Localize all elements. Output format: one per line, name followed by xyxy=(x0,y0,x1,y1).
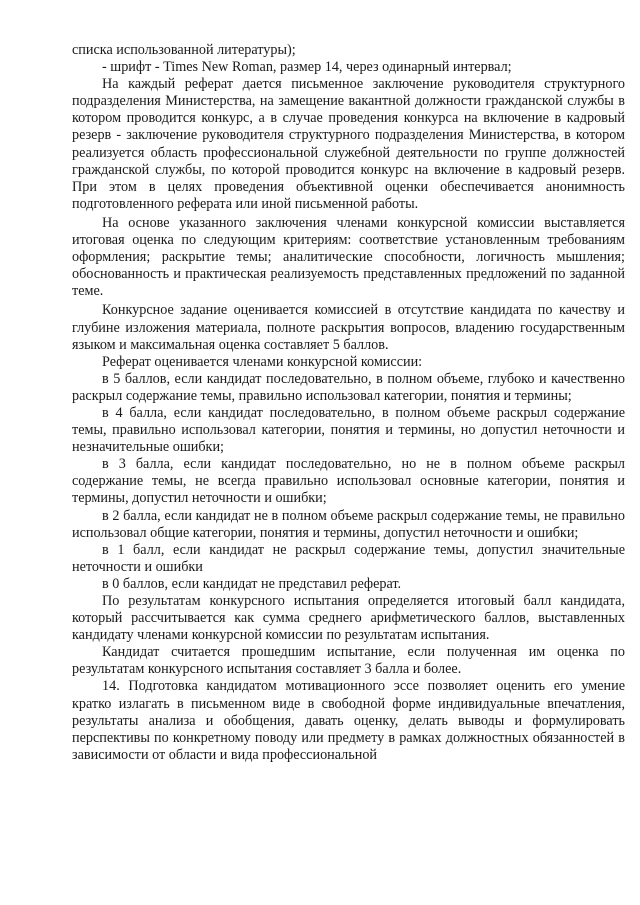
paragraph-written-conclusion: На каждый реферат дается письменное заключение руководителя структурного подразделения Министерства, на замещение вакантной должности гражданской службы в котором проводится конкурс, а в случае проведения конкурса на включение в кадровый резерв - заключение руководителя структурного подразделения Министерства, в котором реализуется область профессиональной служебной деятельности по группе должностей гражданской службы, по которой проводится конкурс на включение в кадровый резерв. При этом в целях проведения объективной оценки обеспечивается анонимность подготовленного реферата или иной письменной работы. xyxy=(72,76,625,212)
paragraph-grade-0: в 0 баллов, если кандидат не представил реферат. xyxy=(102,575,402,592)
paragraph-grade-5: в 5 баллов, если кандидат последовательно, в полном объеме, глубоко и качественно раскрыл содержание темы, правильно использовал категории, понятия и термины; xyxy=(72,370,625,404)
paragraph-motivational-essay: 14. Подготовка кандидатом мотивационного эссе позволяет оценить его умение кратко излагать в письменном виде в свободной форме индивидуальные впечатления, результаты анализа и обобщения, давать оценку, делать выводы и формулировать перспективы по конкретному поводу или предмету в рамках должностных обязанностей в зависимости от области и вида профессиональной xyxy=(72,678,625,763)
paragraph-final-score: По результатам конкурсного испытания определяется итоговый балл кандидата, который рассчитывается как сумма среднего арифметического баллов, выставленных кандидату членами конкурсной комиссии по результатам испытания. xyxy=(72,593,625,644)
document-body xyxy=(72,42,625,764)
paragraph-evaluation-conditions: Конкурсное задание оценивается комиссией в отсутствие кандидата по качеству и глубине изложения материала, полноте раскрытия вопросов, владению государственным языком и максимальная оценка составляет 5 баллов. xyxy=(72,302,625,353)
paragraph-pass-threshold: Кандидат считается прошедшим испытание, если полученная им оценка по результатам конкурсного испытания составляет 3 балла и более. xyxy=(72,644,625,678)
paragraph-grade-4: в 4 балла, если кандидат последовательно, в полном объеме раскрыл содержание темы, правильно использовал категории, понятия и термины, но допустил неточности и незначительные ошибки; xyxy=(72,404,625,456)
paragraph-grade-1: в 1 балл, если кандидат не раскрыл содержание темы, допустил значительные неточности и ошибки xyxy=(72,541,625,575)
paragraph-grading-intro: Реферат оценивается членами конкурсной комиссии: xyxy=(102,353,423,370)
paragraph-font-requirement: - шрифт - Times New Roman, размер 14, через одинарный интервал; xyxy=(102,59,512,76)
paragraph-grade-2: в 2 балла, если кандидат не в полном объеме раскрыл содержание темы, не правильно использовал общие категории, понятия и термины, допустил неточности и ошибки; xyxy=(72,507,625,541)
paragraph-references-tail: списка использованной литературы); xyxy=(72,42,296,58)
paragraph-grade-3: в 3 балла, если кандидат последовательно, но не в полном объеме раскрыл содержание темы, не всегда правильно использовал основные категории, понятия и термины, допустил неточности и ошибки; xyxy=(72,456,625,507)
paragraph-final-assessment-criteria: На основе указанного заключения членами конкурсной комиссии выставляется итоговая оценка по следующим критериям: соответствие установленным требованиям оформления; раскрытие темы; аналитические способности, логичность мышления; обоснованность и практическая реализуемость представленных предложений по заданной теме. xyxy=(72,214,625,300)
